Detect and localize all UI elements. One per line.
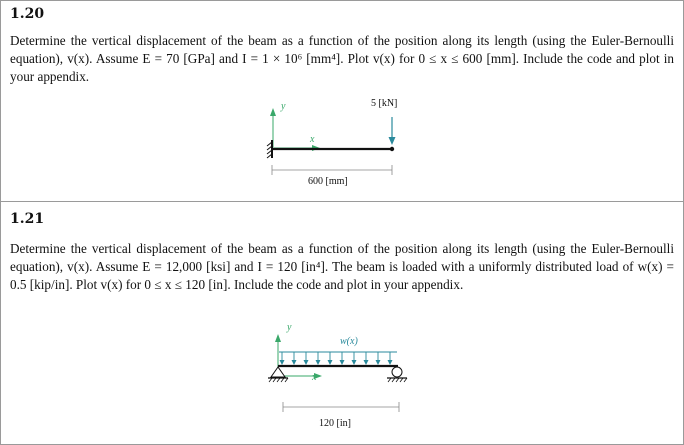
cantilever-beam-diagram	[258, 92, 418, 192]
pin-support	[268, 367, 288, 382]
load-arrow-head	[292, 360, 297, 365]
problem-number: 1.20	[10, 6, 45, 22]
load-arrow-head	[316, 360, 321, 365]
dimension-label: 600 [mm]	[308, 176, 348, 187]
load-arrow-head	[328, 360, 333, 365]
roller-support	[387, 367, 407, 382]
y-axis-label: y	[287, 322, 292, 333]
x-axis-label: x	[312, 372, 317, 383]
load-arrow-head	[352, 360, 357, 365]
load-arrow-head	[304, 360, 309, 365]
y-axis-label: y	[281, 101, 286, 112]
problem-statement: Determine the vertical displacement of the beam as a function of the position along its length (using the Euler-Bernoulli equation), v(x). Assume E = 70 [GPa] and I = 1 × 10⁶ [mm⁴]. Plot v(x) for 0 ≤ x ≤ 600 [mm]. Include the code and plot in your appendix.	[10, 33, 674, 84]
point-load-label: 5 [kN]	[371, 98, 398, 109]
load-arrow-head	[388, 360, 393, 365]
simply-supported-beam-diagram	[262, 316, 412, 441]
section-divider	[0, 201, 684, 202]
load-arrow-head	[280, 360, 285, 365]
load-arrow-head	[376, 360, 381, 365]
problem-1-20	[0, 0, 684, 201]
fixed-support	[267, 140, 272, 158]
dimension-label: 120 [in]	[319, 418, 351, 429]
load-arrow-head	[340, 360, 345, 365]
dimension-line	[283, 402, 399, 412]
point-load-arrowhead	[389, 137, 396, 145]
problem-statement: Determine the vertical displacement of the beam as a function of the position along its length (using the Euler-Bernoulli equation), v(x). Assume E = 12,000 [ksi] and I = 120 [in⁴]. The beam is loaded with a uniformly distributed load of w(x) = 0.5 [kip/in]. Plot v(x) for 0 ≤ x ≤ 120 [in]. Include the code and plot in your appendix.	[10, 241, 674, 292]
beam-tip	[390, 147, 394, 151]
x-axis-label: x	[310, 134, 315, 145]
dimension-line	[272, 165, 392, 175]
y-axis-arrowhead	[270, 108, 276, 116]
problem-1-21	[0, 201, 684, 445]
distributed-load-arrows	[280, 352, 393, 365]
problem-number: 1.21	[10, 211, 45, 227]
load-arrow-head	[364, 360, 369, 365]
distributed-load-label: w(x)	[340, 336, 358, 347]
y-axis-arrowhead	[275, 334, 281, 342]
